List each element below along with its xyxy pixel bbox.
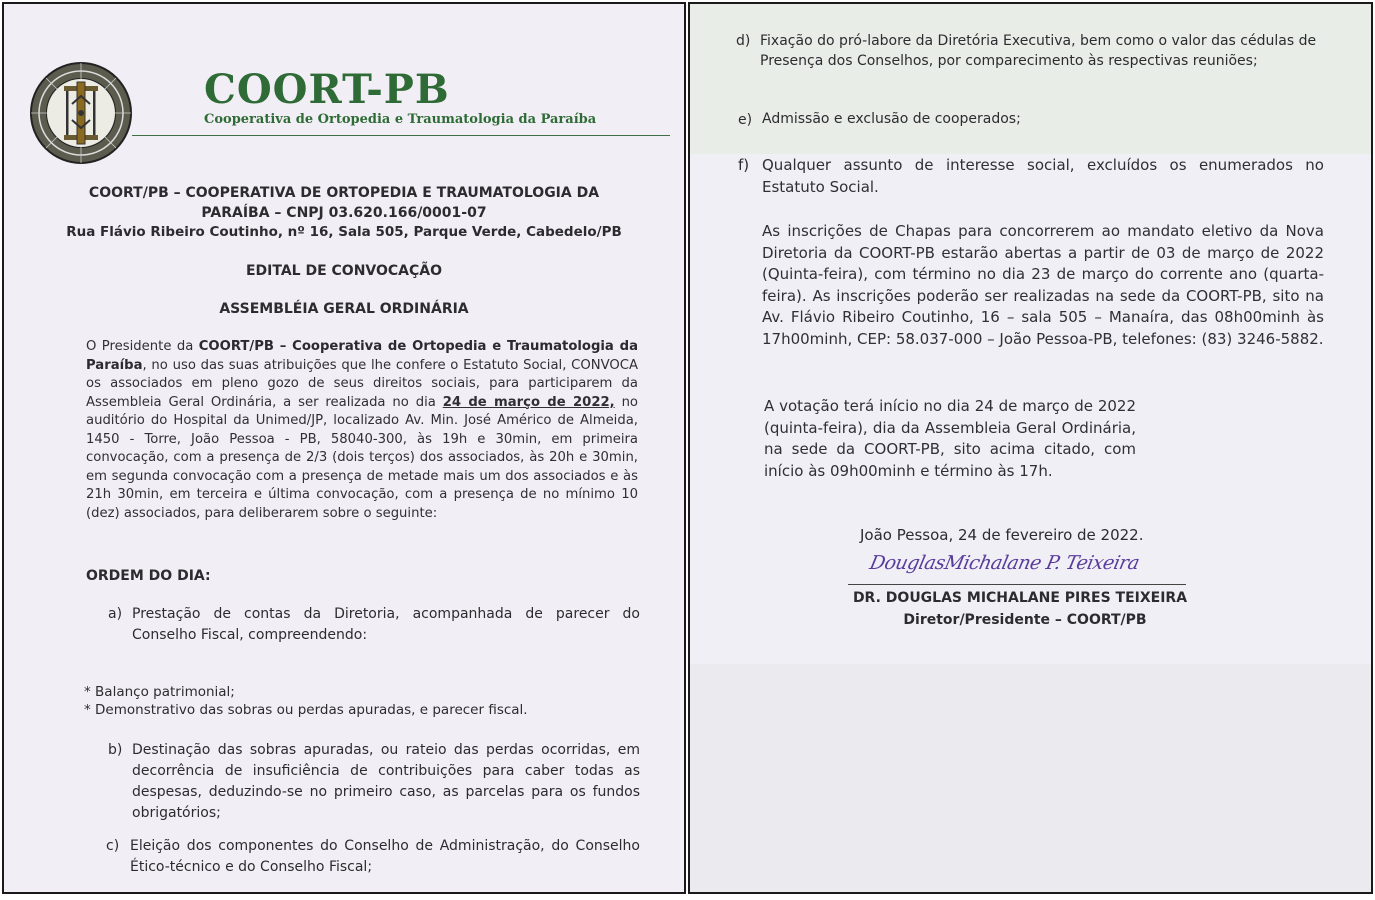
item-d-letter: d): [736, 33, 751, 49]
notice-title: EDITAL DE CONVOCAÇÃO: [245, 263, 443, 279]
place-date: João Pessoa, 24 de fevereiro de 2022.: [860, 526, 1144, 544]
header-divider: [132, 135, 670, 136]
intro-text-1: O Presidente da: [86, 339, 199, 354]
item-d-text: Fixação do pró-labore da Diretória Executiva, bem como o valor das cédulas de Presença dos Conselhos, por comparecimento às respectivas reuniões;: [760, 33, 1317, 69]
brand-subtitle: Cooperativa de Ortopedia e Traumatologia da Paraíba: [204, 112, 597, 127]
brand-title: COORT-PB: [204, 66, 450, 113]
bullet-demonstrativo: * Demonstrativo das sobras ou perdas apuradas, e parecer fiscal.: [84, 702, 528, 718]
signer-name: DR. DOUGLAS MICHALANE PIRES TEIXEIRA: [852, 590, 1188, 606]
item-b-letter: b): [108, 742, 123, 758]
agenda-heading: ORDEM DO DIA:: [86, 568, 211, 584]
voting-paragraph: A votação terá início no dia 24 de março de 2022 (quinta-feira), dia da Assembleia Geral Ordinária, na sede da COORT-PB, sito acima citado, com início às 09h00minh e término às 17h.: [764, 397, 1136, 480]
item-a-letter: a): [108, 606, 123, 622]
header-line-1: COORT/PB – COOPERATIVA DE ORTOPEDIA E TRAUMATOLOGIA DA: [88, 185, 600, 201]
intro-coop-name: COORT/PB – Cooperativa de Ortopedia e Traumatologia da Paraíba: [86, 339, 638, 373]
registration-paragraph: As inscrições de Chapas para concorrerem ao mandato eletivo da Nova Diretoria da COORT-PB estarão abertas a partir de 03 de março de 2022 (Quinta-feira), com término no dia 23 de março do corrente ano (quarta-feira). As inscrições poderão ser realizadas na sede da COORT-PB, sito na Av. Flávio Ribeiro Coutinho, 16 – sala 505 – Manaíra, das 08h00minh às 17h00minh, CEP: 58.037-000 – João Pessoa-PB, telefones: (83) 3246-5882.: [762, 222, 1324, 348]
notice-subtitle: ASSEMBLÉIA GERAL ORDINÁRIA: [219, 301, 469, 317]
item-a-text: Prestação de contas da Diretoria, acompanhada de parecer do Conselho Fiscal, compreendendo:: [132, 606, 640, 643]
item-f-letter: f): [738, 156, 750, 174]
signature-line: [848, 584, 1186, 585]
right-page: [688, 2, 1373, 894]
item-e-text: Admissão e exclusão de cooperados;: [762, 111, 1021, 127]
left-page: [2, 2, 686, 894]
intro-text-3: no auditório do Hospital da Unimed/JP, localizado Av. Min. José Américo de Almeida, 1450 - Torre, João Pessoa - PB, 58040-300, às 19h e 30min, em primeira convocação, com a presença de 2/3 (dois terços) dos associados, às 20h e 30min, em segunda convocação com a presença de metade mais um dos associados e às 21h 30min, em terceira e última convocação, com a presença de no mínimo 10 (dez) associados, para deliberarem sobre o seguinte:: [86, 394, 638, 521]
assembly-date: 24 de março de 2022,: [442, 394, 615, 410]
signer-role: Diretor/Presidente – COORT/PB: [903, 612, 1147, 628]
coort-logo-icon: [28, 60, 134, 166]
item-b-text: Destinação das sobras apuradas, ou rateio das perdas ocorridas, em decorrência de insuficiência de contribuições para caber todas as despesas, deduzindo-se no primeiro caso, as parcelas para os fundos obrigatórios;: [132, 742, 640, 821]
item-f-text: Qualquer assunto de interesse social, excluídos os enumerados no Estatuto Social.: [762, 156, 1324, 196]
handwritten-signature: DouglasMichalane P. Teixeira: [867, 552, 1142, 574]
header-address: Rua Flávio Ribeiro Coutinho, nº 16, Sala 505, Parque Verde, Cabedelo/PB: [66, 224, 622, 240]
intro-paragraph: [86, 338, 638, 523]
bullet-balanco: * Balanço patrimonial;: [84, 684, 235, 700]
item-c-letter: c): [106, 838, 120, 854]
item-e-letter: e): [738, 112, 753, 128]
intro-text-2: , no uso das suas atribuições que lhe confere o Estatuto Social, CONVOCA os associados em pleno gozo de seus direitos sociais, para participarem da Assembleia Geral Ordinária, a ser realizada no dia: [86, 357, 638, 410]
scan-section-top: [690, 4, 1371, 154]
header-line-2: PARAÍBA – CNPJ 03.620.166/0001-07: [201, 205, 487, 221]
item-c-text: Eleição dos componentes do Conselho de Administração, do Conselho Ético-técnico e do Conselho Fiscal;: [130, 838, 640, 875]
